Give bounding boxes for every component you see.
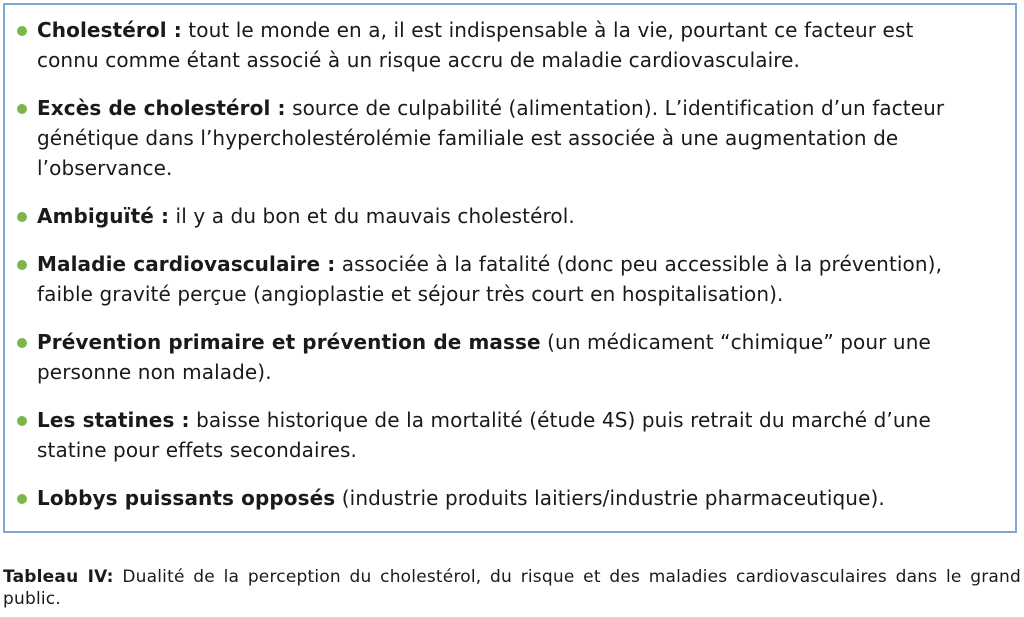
item-text: associée à la fatalité (donc peu accessible à la prévention), faible gravité perçue (angioplastie et séjour très court en hospitalisation). [37, 252, 943, 306]
bullet-dot-icon [17, 26, 27, 36]
bullet-dot-icon [17, 260, 27, 270]
list-item [5, 327, 1015, 387]
list-item [5, 483, 1015, 513]
list-item [5, 249, 1015, 309]
item-text: (industrie produits laitiers/industrie pharmaceutique). [335, 486, 885, 510]
item-term: Prévention primaire et prévention de masse [37, 330, 541, 354]
bullet-dot-icon [17, 416, 27, 426]
item-text: baisse historique de la mortalité (étude 4S) puis retrait du marché d’une statine pour effets secondaires. [37, 408, 931, 462]
item-term: Maladie cardiovasculaire : [37, 252, 336, 276]
list-item [5, 15, 1015, 75]
bullet-list [5, 5, 1015, 513]
item-term: Excès de cholestérol : [37, 96, 286, 120]
item-term: Lobbys puissants opposés [37, 486, 336, 510]
item-term: Cholestérol : [37, 18, 182, 42]
list-item [5, 405, 1015, 465]
table-caption [3, 566, 1021, 610]
caption-text: Dualité de la perception du cholestérol, du risque et des maladies cardiovasculaires dans le grand public. [3, 567, 1021, 609]
item-text: tout le monde en a, il est indispensable à la vie, pourtant ce facteur est connu comme étant associé à un risque accru de maladie cardiovasculaire. [37, 18, 914, 72]
item-text: il y a du bon et du mauvais cholestérol. [169, 204, 575, 228]
list-item [5, 93, 1015, 183]
caption-label: Tableau IV: [3, 567, 114, 587]
table-box [3, 3, 1017, 533]
item-text: source de culpabilité (alimentation). L’identification d’un facteur génétique dans l’hypercholestérolémie familiale est associée à une augmentation de l’observance. [37, 96, 945, 180]
bullet-dot-icon [17, 104, 27, 114]
item-term: Les statines : [37, 408, 190, 432]
item-text: (un médicament “chimique” pour une personne non malade). [37, 330, 931, 384]
bullet-dot-icon [17, 494, 27, 504]
item-term: Ambiguïté : [37, 204, 170, 228]
bullet-dot-icon [17, 338, 27, 348]
bullet-dot-icon [17, 212, 27, 222]
list-item [5, 201, 1015, 231]
